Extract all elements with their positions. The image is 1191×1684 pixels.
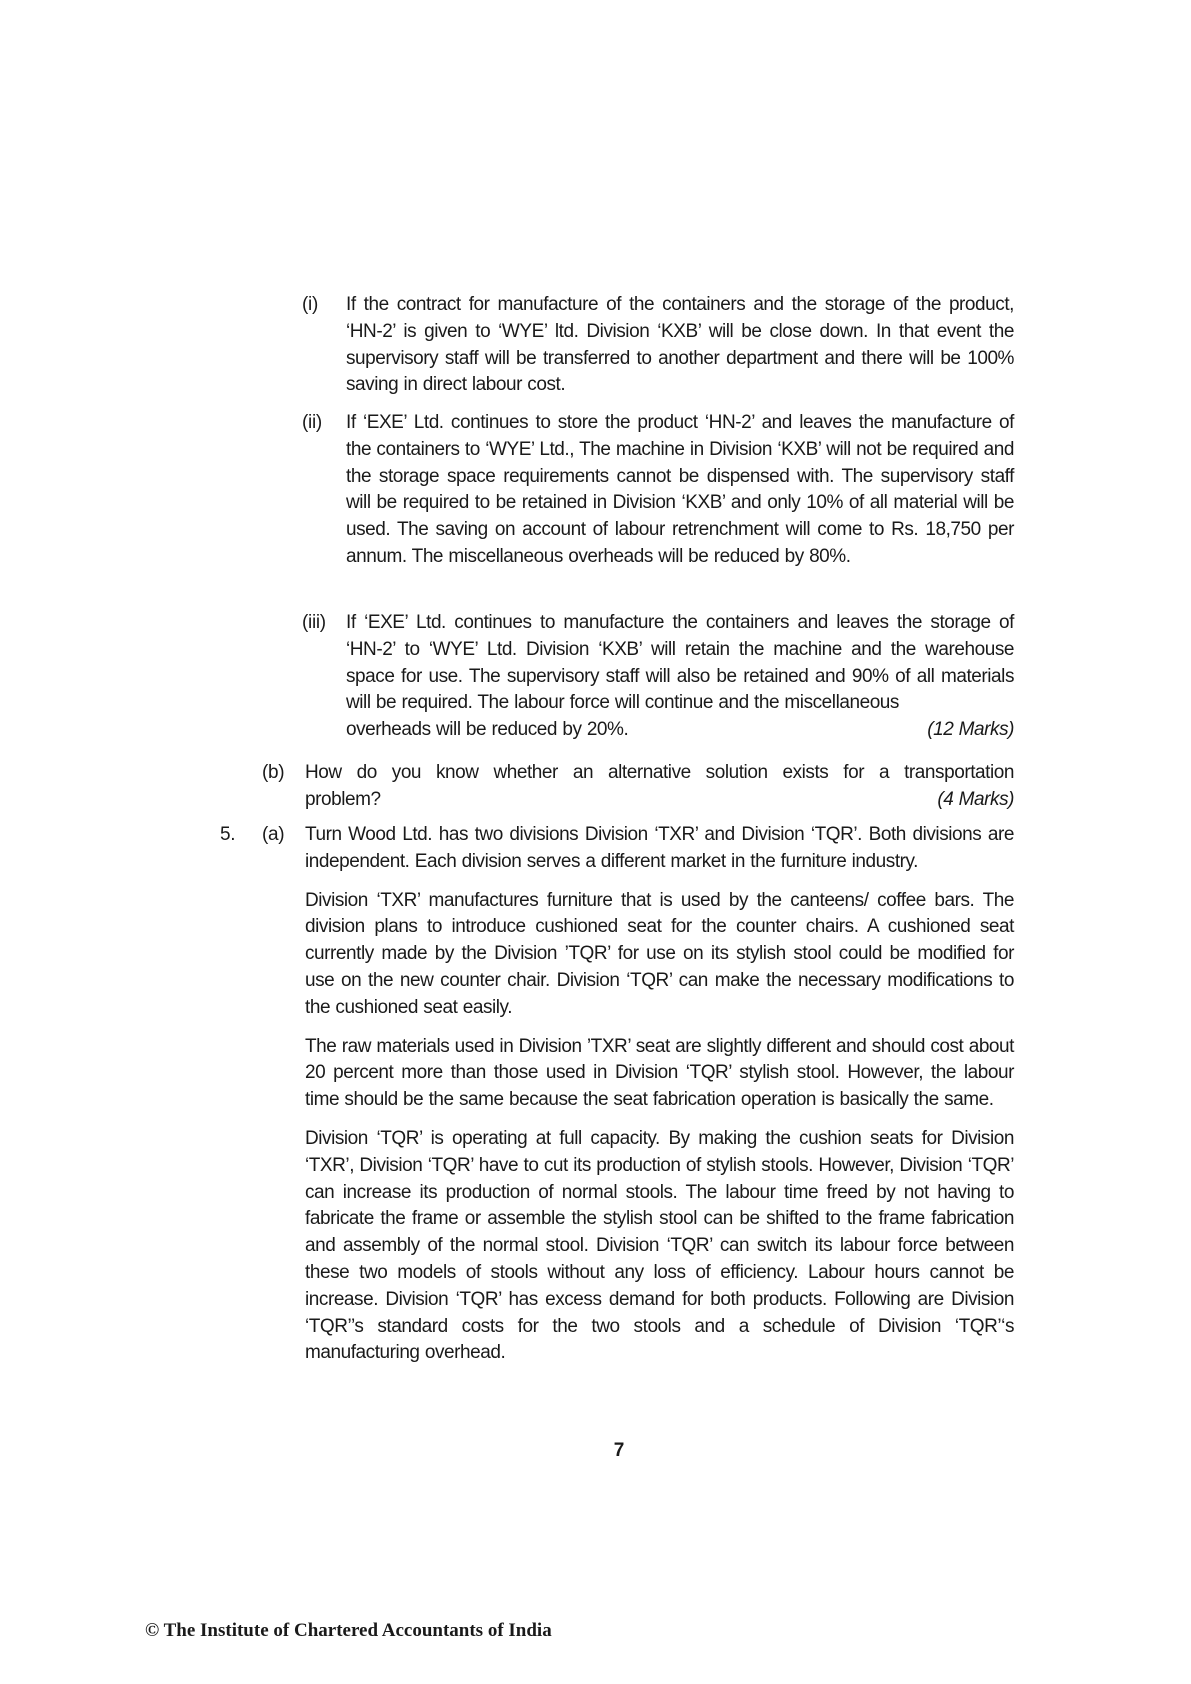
part-b-last-line: problem? (305, 788, 381, 810)
question-5-part-a-label: (a) (262, 824, 285, 845)
page-number: 7 (613, 1440, 625, 1461)
item-i-text: If the contract for manufacture of the containers and the storage of the product, ‘HN-2’ is given to ‘WYE’ ltd. Division ‘KXB’ will be close down. In that event the supervisory staff will be transferred to another department and there will be 100% saving in direct labour cost. (346, 294, 1014, 396)
question-5-body (305, 822, 1014, 1367)
item-i-label: (i) (302, 294, 318, 315)
part-b-marks: (4 Marks) (937, 788, 1014, 810)
question-number: 5. (220, 824, 236, 845)
q5-paragraph-1: Division ‘TXR’ manufactures furniture that is used by the canteens/ coffee bars. The division plans to introduce cushioned seat for the counter chairs. A cushioned seat currently made by the Division ’TQR’ for use on its stylish stool could be modified for use on the new counter chair. Division ‘TQR’ can make the necessary modifications to the cushioned seat easily. (305, 889, 1014, 1018)
part-b-text (305, 760, 1014, 814)
item-ii-text: If ‘EXE’ Ltd. continues to store the product ‘HN-2’ and leaves the manufacture of the containers to ‘WYE’ Ltd., The machine in Division ‘KXB’ will not be required and the storage space requirements cannot be dispensed with. The supervisory staff will be required to be retained in Division ‘KXB’ and only 10% of all material will be used. The saving on account of labour retrenchment will come to Rs. 18,750 per annum. The miscellaneous overheads will be reduced by 80%. (346, 412, 1014, 567)
part-b-last-row (305, 787, 1014, 814)
item-iii-label: (iii) (302, 612, 326, 633)
part-b-question: How do you know whether an alternative solution exists for a transportation (305, 762, 1014, 783)
item-iii-text (346, 610, 1014, 744)
item-iii-body: If ‘EXE’ Ltd. continues to manufacture the containers and leaves the storage of ‘HN-2’ to ‘WYE’ Ltd. Division ‘KXB’ will retain the machine and the warehouse space for use. The supervisory staff will also be retained and 90% of all materials will be required. The labour force will continue and the miscellaneous (346, 612, 1014, 714)
q5-paragraph-2: The raw materials used in Division ’TXR’ seat are slightly different and should cost about 20 percent more than those used in Division ‘TQR’ stylish stool. However, the labour time should be the same because the seat fabrication operation is basically the same. (305, 1035, 1014, 1111)
q5-paragraph-3: Division ‘TQR’ is operating at full capacity. By making the cushion seats for Division ‘TXR’, Division ‘TQR’ have to cut its production of stylish stools. However, Division ‘TQR’ can increase its production of normal stools. The labour time freed by not having to fabricate the frame or assemble the stylish stool can be shifted to the frame fabrication and assembly of the normal stool. Division ‘TQR’ can switch its labour force between these two models of stools without any loss of efficiency. Labour hours cannot be increase. Division ‘TQR’ has excess demand for both products. Following are Division ‘TQR’’s standard costs for the two stools and a schedule of Division ‘TQR’‘s manufacturing overhead. (305, 1127, 1014, 1364)
part-b-label: (b) (262, 762, 285, 783)
q5-intro: Turn Wood Ltd. has two divisions Division ‘TXR’ and Division ‘TQR’. Both divisions are independent. Each division serves a different market in the furniture industry. (305, 824, 1014, 872)
item-iii-marks: (12 Marks) (927, 719, 1014, 741)
item-iii-last-row (346, 717, 1014, 744)
item-iii-last-line: overheads will be reduced by 20%. (346, 719, 629, 741)
item-ii-label: (ii) (302, 412, 322, 433)
copyright-footer: © The Institute of Chartered Accountants of India (145, 1620, 552, 1641)
